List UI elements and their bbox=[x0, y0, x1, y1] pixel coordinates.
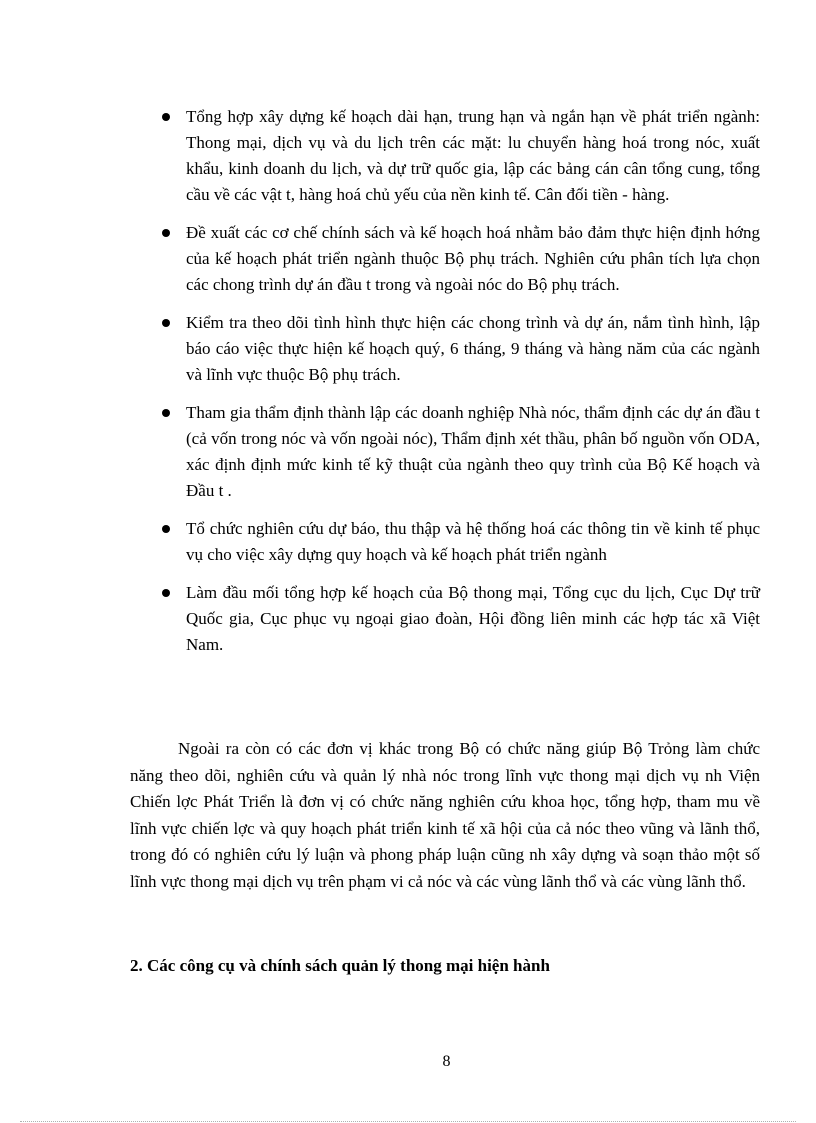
bullet-text: Tổ chức nghiên cứu dự báo, thu thập và hệ thống hoá các thông tin về kinh tế phục vụ cho việc xây dựng quy hoạch và kế hoạch phát triển ngành bbox=[186, 519, 760, 564]
bullet-dot-icon bbox=[162, 525, 170, 533]
page-number: 8 bbox=[442, 1053, 451, 1070]
bullet-item bbox=[158, 104, 760, 208]
section-heading: 2. Các công cụ và chính sách quản lý thong mại hiện hành bbox=[130, 956, 550, 975]
duty-bullet-list bbox=[158, 104, 760, 670]
bullet-item bbox=[158, 220, 760, 298]
page-bottom-divider bbox=[20, 1121, 796, 1122]
bullet-dot-icon bbox=[162, 409, 170, 417]
bullet-text: Tham gia thẩm định thành lập các doanh nghiệp Nhà nóc, thẩm định các dự án đầu t (cả vốn trong nóc và vốn ngoài nóc), Thẩm định xét thầu, phân bố nguồn vốn ODA, xác định định mức kinh tế kỹ thuật của ngành theo quy trình của Bộ Kế hoạch và Đầu t . bbox=[186, 403, 760, 500]
bullet-dot-icon bbox=[162, 319, 170, 327]
bullet-text: Đề xuất các cơ chế chính sách và kế hoạch hoá nhằm bảo đảm thực hiện định hớng của kế hoạch phát triển ngành thuộc Bộ phụ trách. Nghiên cứu phân tích lựa chọn các chong trình dự án đầu t trong và ngoài nóc do Bộ phụ trách. bbox=[186, 223, 760, 294]
body-paragraph: Ngoài ra còn có các đơn vị khác trong Bộ có chức năng giúp Bộ Trỏng làm chức năng theo dõi, nghiên cứu và quản lý nhà nóc trong lĩnh vực thong mại dịch vụ nh Viện Chiến lợc Phát Triển là đơn vị có chức năng nghiên cứu khoa học, tổng hợp, tham mu về lĩnh vực chiến lợc và quy hoạch phát triển kinh tế xã hội của cả nóc theo vũng và lãnh thổ, trong đó có nghiên cứu lý luận và phong pháp luận cũng nh xây dựng và soạn thảo một số lĩnh vực thong mại dịch vụ trên phạm vi cả nóc và các vùng lãnh thổ và các vùng lãnh thổ. bbox=[130, 739, 760, 891]
bullet-item bbox=[158, 580, 760, 658]
bullet-text: Làm đầu mối tổng hợp kế hoạch của Bộ thong mại, Tổng cục du lịch, Cục Dự trữ Quốc gia, Cục phục vụ ngoại giao đoàn, Hội đồng liên minh các hợp tác xã Việt Nam. bbox=[186, 583, 760, 654]
bullet-dot-icon bbox=[162, 113, 170, 121]
bullet-dot-icon bbox=[162, 589, 170, 597]
bullet-dot-icon bbox=[162, 229, 170, 237]
bullet-text: Tổng hợp xây dựng kế hoạch dài hạn, trung hạn và ngắn hạn về phát triển ngành: Thong mại, dịch vụ và du lịch trên các mặt: lu chuyển hàng hoá trong nóc, xuất khẩu, kinh doanh du lịch, và dự trữ quốc gia, lập các bảng cán cân tổng cung, tổng cầu về các vật t, hàng hoá chủ yếu của nền kinh tế. Cân đối tiền - hàng. bbox=[186, 107, 760, 204]
bullet-item bbox=[158, 516, 760, 568]
bullet-item bbox=[158, 310, 760, 388]
bullet-item bbox=[158, 400, 760, 504]
bullet-text: Kiểm tra theo dõi tình hình thực hiện các chong trình và dự án, nắm tình hình, lập báo cáo việc thực hiện kế hoạch quý, 6 tháng, 9 tháng và hàng năm của các ngành và lĩnh vực thuộc Bộ phụ trách. bbox=[186, 313, 760, 384]
